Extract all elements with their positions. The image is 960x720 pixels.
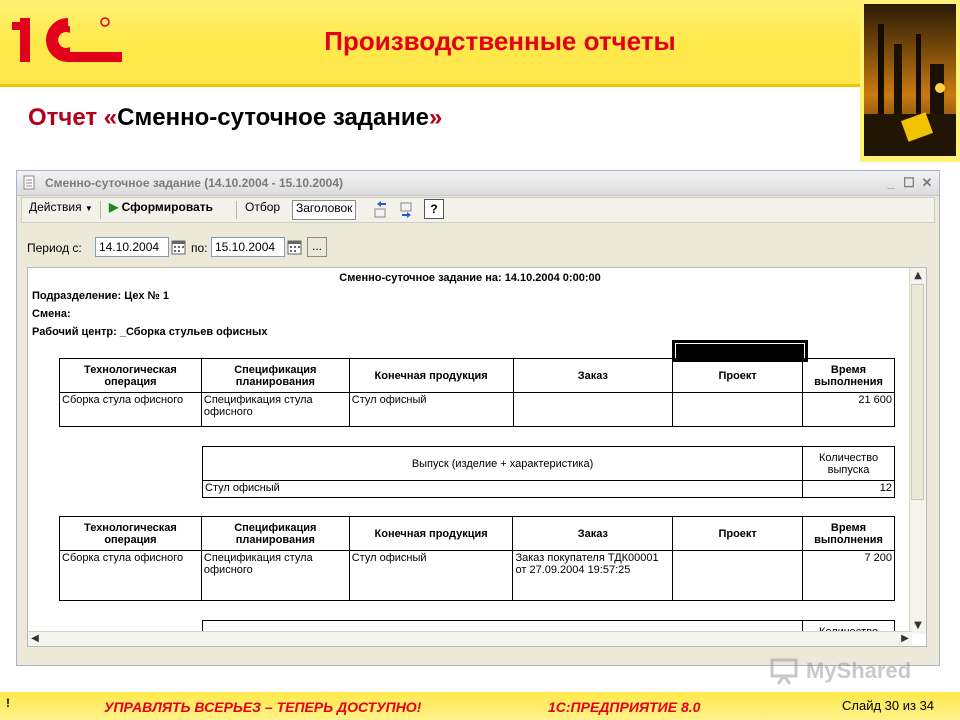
maximize-icon[interactable]: ☐ (903, 175, 915, 190)
cell-output-qty[interactable]: 12 (803, 481, 895, 498)
period-to-label: по: (191, 241, 208, 255)
slide-footer (0, 692, 960, 720)
photo-frame (860, 0, 960, 162)
table-row (60, 393, 895, 427)
header-spec: Спецификация планирования (201, 359, 349, 393)
factory-photo (864, 4, 956, 156)
cell-product[interactable]: Стул офисный (349, 393, 513, 427)
report-document[interactable] (27, 267, 927, 647)
toolbar-separator (236, 201, 237, 219)
operations-table (59, 516, 895, 601)
calendar-icon[interactable] (287, 238, 303, 256)
header-operation: Технологическая операция (60, 517, 202, 551)
help-button[interactable]: ? (424, 199, 444, 219)
header-product: Конечная продукция (349, 359, 513, 393)
scroll-up-icon[interactable]: ▲ (914, 270, 922, 281)
table-row (60, 551, 895, 601)
window-titlebar[interactable] (17, 171, 939, 196)
minimize-icon[interactable]: _ (887, 175, 895, 190)
cell-time[interactable]: 7 200 (803, 551, 895, 601)
footer-mark: ! (6, 696, 10, 710)
heading-suffix: » (428, 104, 443, 131)
header-time: Время выполнения (803, 359, 895, 393)
actions-menu-button[interactable] (26, 200, 96, 220)
table-row (203, 481, 895, 498)
slide-counter: Слайд 30 из 34 (842, 698, 935, 713)
actions-label: Действия (29, 200, 82, 214)
generate-button[interactable] (106, 200, 216, 220)
dropdown-arrow-icon: ▼ (84, 204, 93, 213)
report-shift: Смена: (32, 308, 71, 320)
cell-order[interactable]: Заказ покупателя ТДК00001 от 27.09.2004 19:57:25 (513, 551, 673, 601)
cell-project[interactable] (673, 393, 803, 427)
horizontal-scrollbar[interactable] (28, 631, 912, 646)
header-output-qty: Количество выпуска (803, 447, 895, 481)
watermark (770, 656, 930, 688)
header-time: Время выполнения (803, 517, 895, 551)
header-project: Проект (673, 359, 803, 393)
cell-time[interactable]: 21 600 (803, 393, 895, 427)
cell-product[interactable]: Стул офисный (349, 551, 513, 601)
cell-output-item[interactable]: Стул офисный (203, 481, 803, 498)
presentation-icon (770, 656, 800, 686)
report-division: Подразделение: Цех № 1 (32, 290, 169, 302)
cell-spec[interactable]: Спецификация стула офисного (201, 393, 349, 427)
report-toolbar (21, 197, 935, 223)
header-order: Заказ (513, 359, 673, 393)
scroll-left-icon[interactable]: ◀ (31, 633, 39, 644)
calendar-icon[interactable] (171, 238, 187, 256)
play-icon: ▶ (109, 200, 119, 214)
period-from-label: Период с: (27, 241, 82, 255)
scroll-right-icon[interactable]: ▶ (901, 633, 909, 644)
document-icon (23, 175, 37, 191)
scroll-down-icon[interactable]: ▼ (914, 620, 922, 631)
period-to-field[interactable]: 15.10.2004 (211, 237, 285, 257)
header-output: Выпуск (изделие + характеристика) (203, 447, 803, 481)
cell-order[interactable] (513, 393, 673, 427)
heading-prefix: Отчет « (28, 104, 118, 131)
vertical-scroll-thumb[interactable] (911, 284, 924, 500)
period-select-button[interactable]: ... (307, 237, 327, 257)
header-project: Проект (673, 517, 803, 551)
footer-slogan: УПРАВЛЯТЬ ВСЕРЬЕЗ – ТЕПЕРЬ ДОСТУПНО! (104, 699, 422, 715)
output-table (202, 446, 895, 498)
header-spec: Спецификация планирования (201, 517, 349, 551)
cell-operation[interactable]: Сборка стула офисного (60, 551, 202, 601)
heading-report-name: Сменно-суточное задание (117, 104, 429, 131)
window-title: Сменно-суточное задание (14.10.2004 - 15.10.2004) (45, 176, 344, 190)
operations-table (59, 358, 895, 427)
report-heading (28, 104, 442, 132)
header-divider (0, 84, 860, 87)
header-order: Заказ (513, 517, 673, 551)
generate-label: Сформировать (121, 200, 213, 214)
report-title: Сменно-суточное задание на: 14.10.2004 0:00:00 (339, 272, 601, 284)
watermark-text: MyShared (806, 658, 912, 683)
close-icon[interactable]: ✕ (921, 175, 933, 190)
header-product: Конечная продукция (349, 517, 513, 551)
header-operation: Технологическая операция (60, 359, 202, 393)
header-toggle-button[interactable]: Заголовок (292, 200, 356, 220)
slide-title: Производственные отчеты (324, 26, 676, 56)
report-window (16, 170, 940, 666)
report-work-center: Рабочий центр: _Сборка стульев офисных (32, 326, 268, 338)
footer-brand: 1С:ПРЕДПРИЯТИЕ 8.0 (548, 699, 701, 715)
cell-project[interactable] (673, 551, 803, 601)
cell-operation[interactable]: Сборка стула офисного (60, 393, 202, 427)
vertical-scrollbar[interactable] (909, 268, 926, 634)
1c-logo (8, 12, 124, 70)
cell-spec[interactable]: Спецификация стула офисного (201, 551, 349, 601)
move-up-icon[interactable] (372, 201, 390, 219)
toolbar-separator (100, 201, 101, 219)
move-down-icon[interactable] (398, 201, 416, 219)
selection-button[interactable]: Отбор (245, 200, 281, 214)
period-from-field[interactable]: 14.10.2004 (95, 237, 169, 257)
